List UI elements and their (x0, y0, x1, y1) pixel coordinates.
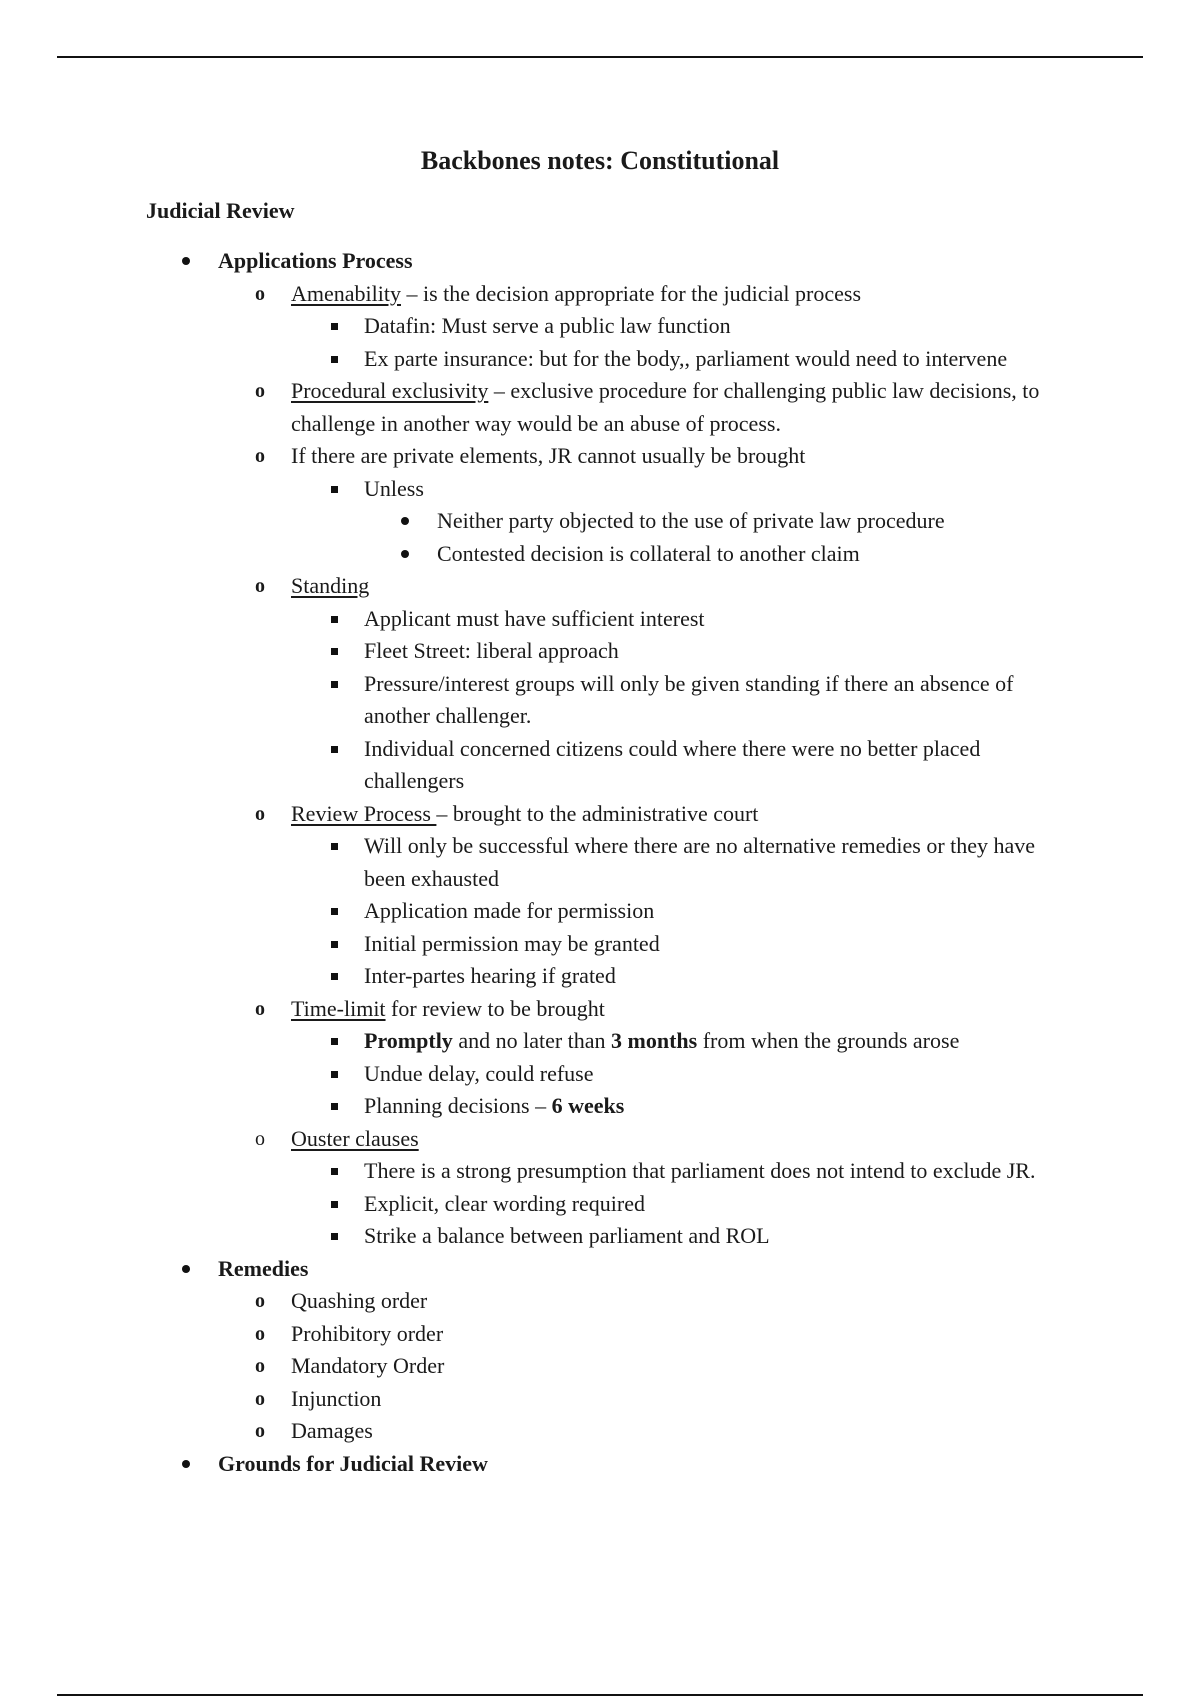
bullet-circle: o (255, 380, 265, 402)
item-text: Unless (364, 475, 424, 501)
heading-grounds: Grounds for Judicial Review (218, 1450, 488, 1476)
bullet-square (331, 908, 338, 915)
emphasis-6-weeks: 6 weeks (551, 1093, 625, 1118)
item-text: There is a strong presumption that parliament does not intend to exclude JR. (364, 1158, 1036, 1183)
bullet-circle: o (255, 802, 265, 825)
list-item (0, 733, 1200, 798)
list-item (0, 1090, 1200, 1123)
list-item (0, 473, 1200, 506)
item-text: Initial permission may be granted (364, 930, 660, 956)
list-item (0, 798, 1200, 831)
list-item (0, 375, 1200, 440)
item-text: Individual concerned citizens could where there were no better placed challengers (364, 735, 981, 793)
item-text: Ex parte insurance: but for the body,, parliament would need to intervene (364, 345, 1008, 371)
term-standing: Standing (291, 573, 370, 598)
item-text: Fleet Street: liberal approach (364, 638, 619, 663)
list-item (0, 1350, 1200, 1383)
bullet-dot (182, 1460, 190, 1468)
bullet-circle: o (255, 1322, 265, 1345)
emphasis-3-months: 3 months (611, 1028, 698, 1053)
bullet-square (331, 616, 338, 623)
list-item (0, 635, 1200, 668)
bullet-square (331, 1038, 338, 1045)
item-text: and no later than (452, 1028, 612, 1053)
list-item (0, 830, 1200, 895)
bullet-square (331, 1071, 338, 1078)
notes-outline (0, 245, 1200, 1480)
item-text: Will only be successful where there are no alternative remedies or they have been exhausted (364, 833, 1036, 891)
list-item (0, 1188, 1200, 1221)
list-item (0, 993, 1200, 1026)
bullet-square (331, 973, 338, 980)
term-ouster-clauses: Ouster clauses (291, 1125, 419, 1151)
list-item (0, 505, 1200, 538)
bullet-square (331, 746, 338, 753)
heading-remedies: Remedies (218, 1255, 309, 1281)
list-item (0, 1318, 1200, 1351)
item-text: Undue delay, could refuse (364, 1060, 594, 1086)
bullet-circle: o (255, 1420, 265, 1442)
list-item (0, 278, 1200, 311)
heading-applications-process: Applications Process (218, 248, 413, 273)
section-heading: Judicial Review (146, 198, 295, 223)
list-item (0, 538, 1200, 571)
bullet-square (331, 681, 338, 688)
bullet-square (331, 1233, 338, 1240)
bullet-square (331, 1103, 338, 1110)
bullet-circle: o (255, 1355, 265, 1377)
header-rule (57, 56, 1143, 58)
term-amenability: Amenability (291, 280, 401, 306)
list-item (0, 1448, 1200, 1481)
item-text: Strike a balance between parliament and ROL (364, 1223, 770, 1248)
bullet-square (331, 486, 338, 493)
list-item (0, 1025, 1200, 1058)
bullet-circle: o (255, 1290, 265, 1312)
list-item (0, 1155, 1200, 1188)
bullet-dot (401, 550, 409, 558)
bullet-circle: o (255, 1387, 265, 1410)
list-item (0, 570, 1200, 603)
list-item (0, 440, 1200, 473)
list-item (0, 895, 1200, 928)
list-item (0, 960, 1200, 993)
item-text: Contested decision is collateral to another claim (437, 540, 860, 566)
bullet-dot (182, 257, 190, 265)
list-item (0, 1123, 1200, 1156)
bullet-square (331, 356, 338, 363)
term-review-process: Review Process (291, 800, 437, 826)
list-item (0, 1415, 1200, 1448)
item-text: If there are private elements, JR cannot usually be brought (291, 443, 806, 468)
bullet-circle: o (255, 575, 265, 597)
page-title: Backbones notes: Constitutional (420, 146, 780, 175)
bullet-dot (401, 517, 409, 525)
term-time-limit: Time-limit (291, 995, 386, 1021)
list-item (0, 1220, 1200, 1253)
bullet-square (331, 1201, 338, 1208)
list-item (0, 668, 1200, 733)
bullet-square (331, 843, 338, 850)
list-item (0, 603, 1200, 636)
bullet-circle: o (255, 1127, 265, 1150)
list-item (0, 310, 1200, 343)
item-text: Application made for permission (364, 898, 655, 923)
bullet-square (331, 648, 338, 655)
item-text: from when the grounds arose (697, 1028, 960, 1053)
list-item (0, 928, 1200, 961)
term-procedural-exclusivity: Procedural exclusivity (291, 378, 489, 403)
bullet-dot (182, 1265, 190, 1273)
item-text: Pressure/interest groups will only be given standing if there an absence of another challenger. (364, 670, 1014, 728)
item-text: Inter-partes hearing if grated (364, 963, 616, 988)
list-item (0, 1285, 1200, 1318)
item-text: Explicit, clear wording required (364, 1190, 646, 1216)
item-text: Quashing order (291, 1288, 428, 1313)
bullet-circle: o (255, 445, 265, 467)
bullet-circle: o (255, 282, 265, 305)
list-item (0, 245, 1200, 278)
list-item (0, 343, 1200, 376)
item-text: – is the decision appropriate for the judicial process (400, 280, 862, 306)
item-text: for review to be brought (385, 995, 605, 1021)
item-text: – brought to the administrative court (436, 800, 759, 826)
footer-rule (57, 1694, 1143, 1696)
emphasis-promptly: Promptly (364, 1028, 453, 1053)
item-text: Prohibitory order (291, 1320, 444, 1346)
list-item (0, 1253, 1200, 1286)
item-text: Damages (291, 1418, 373, 1443)
list-item (0, 1383, 1200, 1416)
bullet-square (331, 1168, 338, 1175)
item-text: Datafin: Must serve a public law function (364, 313, 731, 338)
list-item (0, 1058, 1200, 1091)
item-text: Neither party objected to the use of private law procedure (437, 508, 945, 533)
bullet-square (331, 941, 338, 948)
item-text: Mandatory Order (291, 1353, 445, 1378)
item-text: Planning decisions – (364, 1093, 552, 1118)
item-text: Applicant must have sufficient interest (364, 605, 705, 631)
bullet-circle: o (255, 997, 265, 1020)
item-text: Injunction (291, 1385, 382, 1411)
item-text: – exclusive procedure for challenging public law decisions, to challenge in another way would be an abuse of process. (291, 378, 1040, 436)
bullet-square (331, 323, 338, 330)
